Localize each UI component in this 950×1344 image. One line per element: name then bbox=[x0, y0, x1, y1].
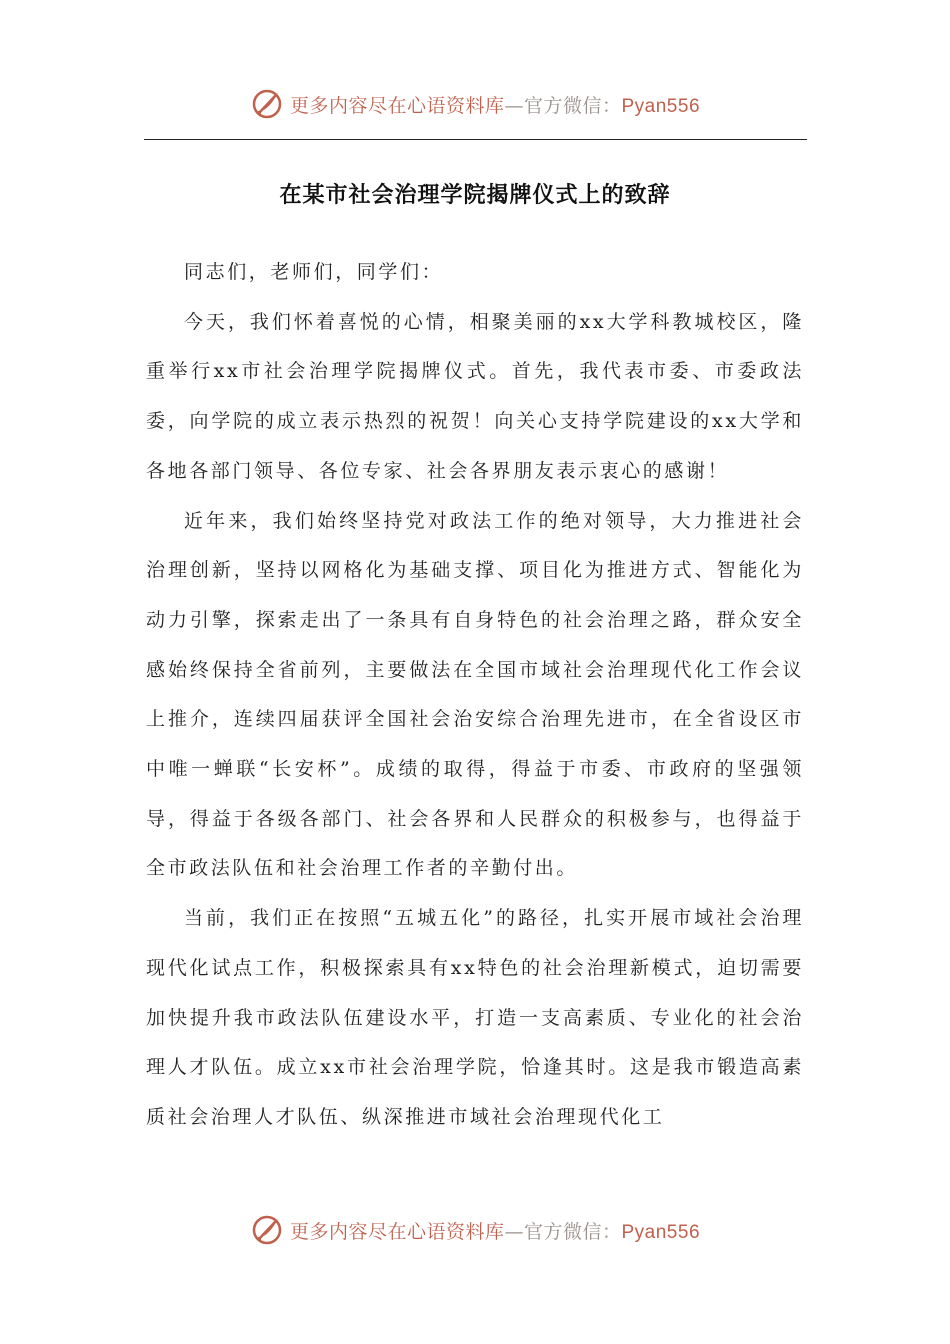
document-title: 在某市社会治理学院揭牌仪式上的致辞 bbox=[279, 183, 671, 208]
header-banner-text: 更多内容尽在心语资料库—官方微信：Pyan556 bbox=[289, 94, 701, 117]
paragraph: 今天，我们怀着喜悦的心情，相聚美丽的xx大学科教城校区，隆重举行xx市社会治理学院揭牌仪式。首先，我代表市委、市委政法委，向学院的成立表示热烈的祝贺！向关心支持学院建设的xx大学和各地各部门领导、各位专家、社会各界朋友表示衷心的感谢！ bbox=[146, 310, 804, 482]
document-body bbox=[146, 248, 804, 1143]
quill-logo-icon bbox=[250, 1213, 284, 1247]
header-rule bbox=[144, 139, 807, 140]
paragraph: 近年来，我们始终坚持党对政法工作的绝对领导，大力推进社会治理创新，坚持以网格化为基础支撑、项目化为推进方式、智能化为动力引擎，探索走出了一条具有自身特色的社会治理之路，群众安全感始终保持全省前列，主要做法在全国市域社会治理现代化工作会议上推介，连续四届获评全国社会治安综合治理先进市，在全省设区市中唯一蝉联“长安杯”。成绩的取得，得益于市委、市政府的坚强领导，得益于各级各部门、社会各界和人民群众的积极参与，也得益于全市政法队伍和社会治理工作者的辛勤付出。 bbox=[146, 509, 804, 880]
paragraph: 当前，我们正在按照“五城五化”的路径，扎实开展市域社会治理现代化试点工作，积极探索具有xx特色的社会治理新模式，迫切需要加快提升我市政法队伍建设水平，打造一支高素质、专业化的社会治理人才队伍。成立xx市社会治理学院，恰逢其时。这是我市锻造高素质社会治理人才队伍、纵深推进市域社会治理现代化工 bbox=[146, 907, 804, 1128]
header-banner bbox=[0, 82, 950, 126]
footer-banner-text: 更多内容尽在心语资料库—官方微信：Pyan556 bbox=[289, 1220, 701, 1243]
salutation: 同志们，老师们，同学们： bbox=[184, 261, 444, 283]
quill-logo-icon bbox=[250, 87, 284, 121]
footer-banner bbox=[0, 1208, 950, 1252]
